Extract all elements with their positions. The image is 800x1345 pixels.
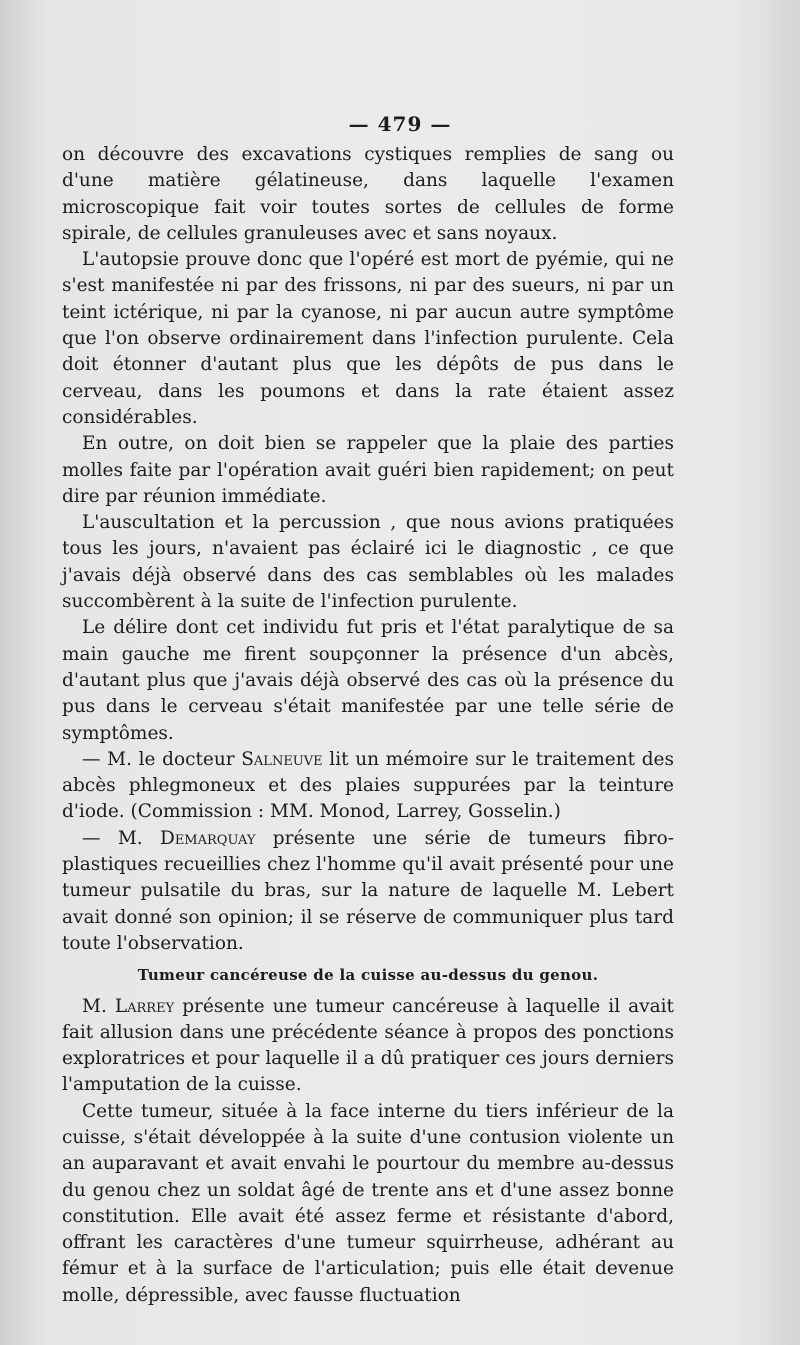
paragraph bbox=[62, 994, 674, 1099]
paragraph bbox=[62, 826, 674, 957]
paragraph: Cette tumeur, située à la face interne du tiers inférieur de la cuisse, s'était développée à la suite d'une contusion violente un an auparavant et avait envahi le pourtour du membre au-dessus du genou chez un soldat âgé de trente ans et d'une assez bonne constitution. Elle avait été assez ferme et résistante d'abord, offrant les caractères d'une tumeur squirrheuse, adhérant au fémur et à la surface de l'articulation; puis elle était devenue molle, dépressible, avec fausse fluctuation bbox=[62, 1100, 674, 1306]
page-number: — 479 — bbox=[348, 112, 452, 136]
paragraph: L'autopsie prouve donc que l'opéré est mort de pyémie, qui ne s'est manifestée ni par des frissons, ni par des sueurs, ni par un teint ictérique, ni par la cyanose, ni par aucun autre symptôme que l'on observe ordinairement dans l'infection purulente. Cela doit étonner d'autant plus que les dépôts de pus dans le cerveau, dans les poumons et dans la rate étaient assez considérables. bbox=[62, 249, 674, 428]
paragraph: on découvre des excavations cystiques remplies de sang ou d'une matière gélatineuse, dans laquelle l'examen microscopique fait voir toutes sortes de cellules de forme spirale, de cellules granuleuses avec et sans noyaux. bbox=[62, 144, 674, 244]
page-body bbox=[62, 142, 674, 1309]
paragraph-text: présente une tumeur cancéreuse à laquelle il avait fait allusion dans une précédente séance à propos des ponctions exploratrices et pour laquelle il a dû pratiquer ces jours derniers l'amputation de la cuisse. bbox=[62, 995, 674, 1096]
paragraph-text: lit un mémoire sur le traitement des abcès phlegmoneux et des plaies suppurées par la teinture d'iode. (Commission : MM. Monod, Larrey, Gosselin.) bbox=[62, 748, 674, 823]
section-heading: Tumeur cancéreuse de la cuisse au-dessus du genou. bbox=[137, 966, 599, 985]
paragraph: L'auscultation et la percussion , que nous avions pratiquées tous les jours, n'avaient pas éclairé ici le diagnostic , ce que j'avais déjà observé dans des cas semblables où les malades succombèrent à la suite de l'infection purulente. bbox=[62, 512, 674, 613]
author-name: Demarquay bbox=[159, 827, 256, 849]
author-name: Larrey bbox=[114, 995, 175, 1017]
paragraph: En outre, on doit bien se rappeler que la plaie des parties molles faite par l'opération avait guéri bien rapidement; on peut dire par réunion immédiate. bbox=[62, 433, 674, 507]
paragraph-lead: — M. bbox=[82, 827, 160, 849]
paragraph-lead: — M. le docteur bbox=[82, 748, 242, 770]
author-name: Salneuve bbox=[241, 748, 323, 770]
paragraph-text: présente une série de tumeurs fibro-plastiques recueillies chez l'homme qu'il avait présenté pour une tumeur pulsatile du bras, sur la nature de laquelle M. Lebert avait donné son opinion; il se réserve de communiquer plus tard toute l'observation. bbox=[62, 827, 674, 954]
paragraph: Le délire dont cet individu fut pris et l'état paralytique de sa main gauche me firent soupçonner la présence d'un abcès, d'autant plus que j'avais déjà observé des cas où la présence du pus dans le cerveau s'était manifestée par une telle série de symptômes. bbox=[62, 617, 674, 744]
paragraph bbox=[62, 747, 674, 826]
paragraph-lead: M. bbox=[82, 995, 115, 1017]
